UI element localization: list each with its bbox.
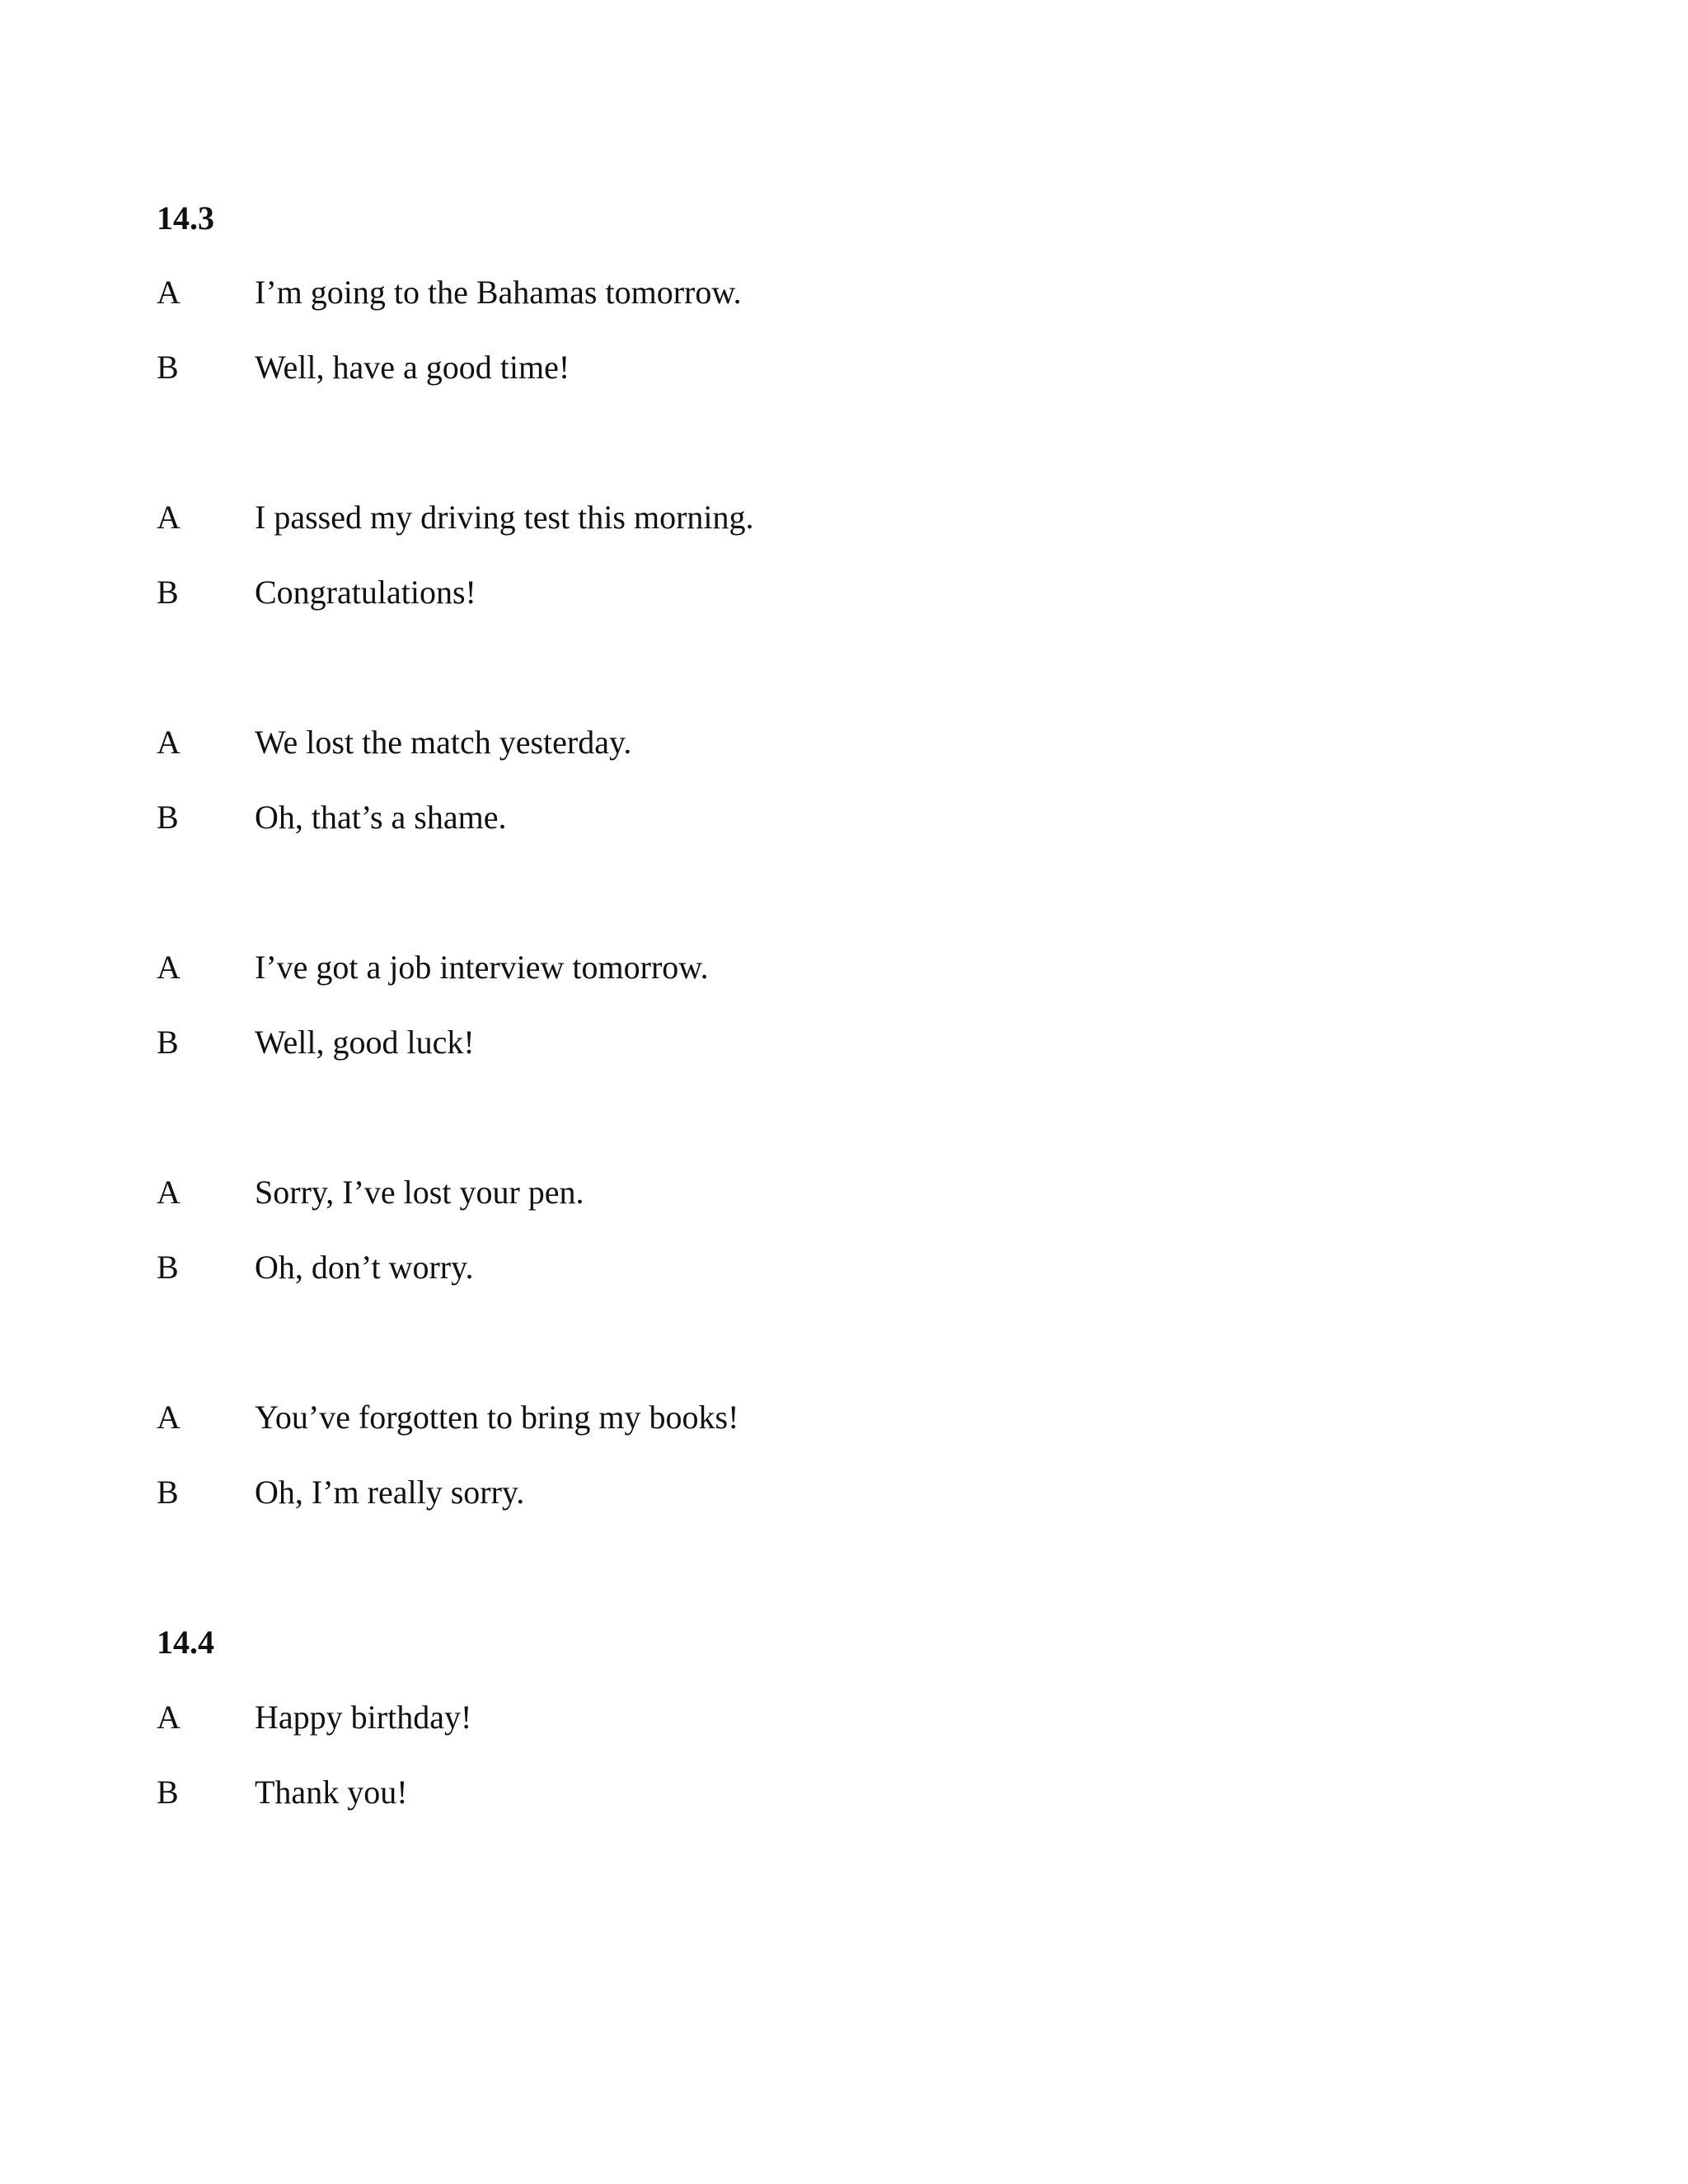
utterance-text: Well, good luck!	[255, 1024, 475, 1061]
speaker-label: B	[157, 1774, 179, 1811]
utterance-text: Oh, don’t worry.	[255, 1249, 474, 1286]
section-title-14-3: 14.3	[157, 199, 214, 237]
utterance-text: Sorry, I’ve lost your pen.	[255, 1174, 584, 1211]
utterance-text: Happy birthday!	[255, 1699, 472, 1736]
utterance-text: I’ve got a job interview tomorrow.	[255, 949, 709, 986]
utterance-text: Well, have a good time!	[255, 349, 570, 386]
utterance-text: Thank you!	[255, 1774, 408, 1811]
speaker-label: B	[157, 1024, 179, 1061]
speaker-label: B	[157, 1474, 179, 1511]
speaker-label: A	[157, 1174, 181, 1211]
section-title-14-4: 14.4	[157, 1624, 214, 1661]
speaker-label: A	[157, 1699, 181, 1736]
speaker-label: A	[157, 724, 181, 761]
speaker-label: B	[157, 574, 179, 611]
utterance-text: Oh, that’s a shame.	[255, 799, 507, 836]
speaker-label: A	[157, 1399, 181, 1436]
speaker-label: B	[157, 799, 179, 836]
utterance-text: Oh, I’m really sorry.	[255, 1474, 525, 1511]
utterance-text: You’ve forgotten to bring my books!	[255, 1399, 739, 1436]
utterance-text: I passed my driving test this morning.	[255, 499, 754, 536]
speaker-label: B	[157, 349, 179, 386]
utterance-text: Congratulations!	[255, 574, 476, 611]
speaker-label: A	[157, 274, 181, 311]
speaker-label: A	[157, 499, 181, 536]
utterance-text: I’m going to the Bahamas tomorrow.	[255, 274, 742, 311]
speaker-label: B	[157, 1249, 179, 1286]
speaker-label: A	[157, 949, 181, 986]
utterance-text: We lost the match yesterday.	[255, 724, 632, 761]
